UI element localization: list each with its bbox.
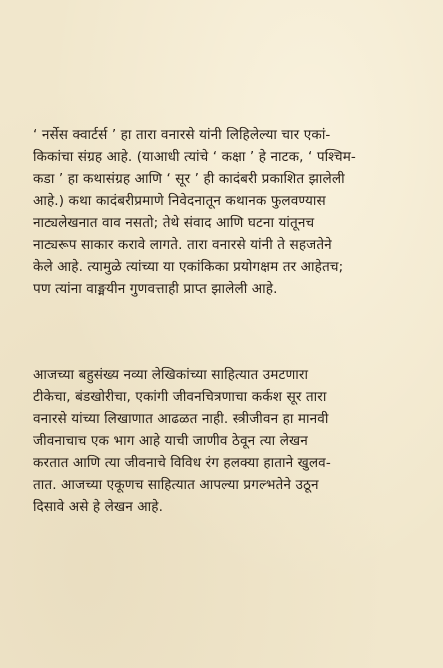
text-line: पण त्यांना वाङ्मयीन गुणवत्ताही प्राप्त झालेली आहे. (33, 281, 278, 297)
text-line: वनारसे यांच्या लिखाणात आढळत नाही. स्त्रीजीवन हा मानवी (33, 411, 329, 427)
text-line: आहे.) कथा कादंबरीप्रमाणे निवेदनातून कथानक फुलवण्यास (33, 193, 326, 209)
text-line: नाट्यलेखनात वाव नसतो; तेथे संवाद आणि घटना यांतूनच (33, 215, 315, 231)
text-line: तात. आजच्या एकूणच साहित्यात आपल्या प्रगल्भतेने उठून (33, 477, 319, 493)
text-line: करतात आणि त्या जीवनाचे विविध रंग हलक्या हाताने खुलव- (33, 455, 331, 471)
text-line: कडा ’ हा कथासंग्रह आणि ‘ सूर ’ ही कादंबरी प्रकाशित झालेली (33, 171, 345, 187)
text-line: दिसावे असे हे लेखन आहे. (33, 499, 163, 515)
text-line: नाट्यरूप साकार करावे लागते. तारा वनारसे यांनी ते सहजतेने (33, 237, 332, 253)
paragraph-1 (33, 124, 425, 300)
text-line: टीकेचा, बंडखोरीचा, एकांगी जीवनचित्रणाचा कर्कश सूर तारा (33, 389, 327, 405)
text-line: ‘ नर्सेस क्वार्टर्स ’ हा तारा वनारसे यांनी लिहिलेल्या चार एकां- (33, 127, 331, 143)
text-line: केले आहे. त्यामुळे त्यांच्या या एकांकिका प्रयोगक्षम तर आहेतच; (33, 259, 344, 275)
paragraph-2 (33, 364, 425, 518)
text-line: किकांचा संग्रह आहे. (याआधी त्यांचे ‘ कक्षा ’ हे नाटक, ‘ पश्चिम- (33, 149, 356, 165)
text-line: आजच्या बहुसंख्य नव्या लेखिकांच्या साहित्यात उमटणारा (33, 367, 309, 383)
text-line: जीवनाचाच एक भाग आहे याची जाणीव ठेवून त्या लेखन (33, 433, 308, 449)
